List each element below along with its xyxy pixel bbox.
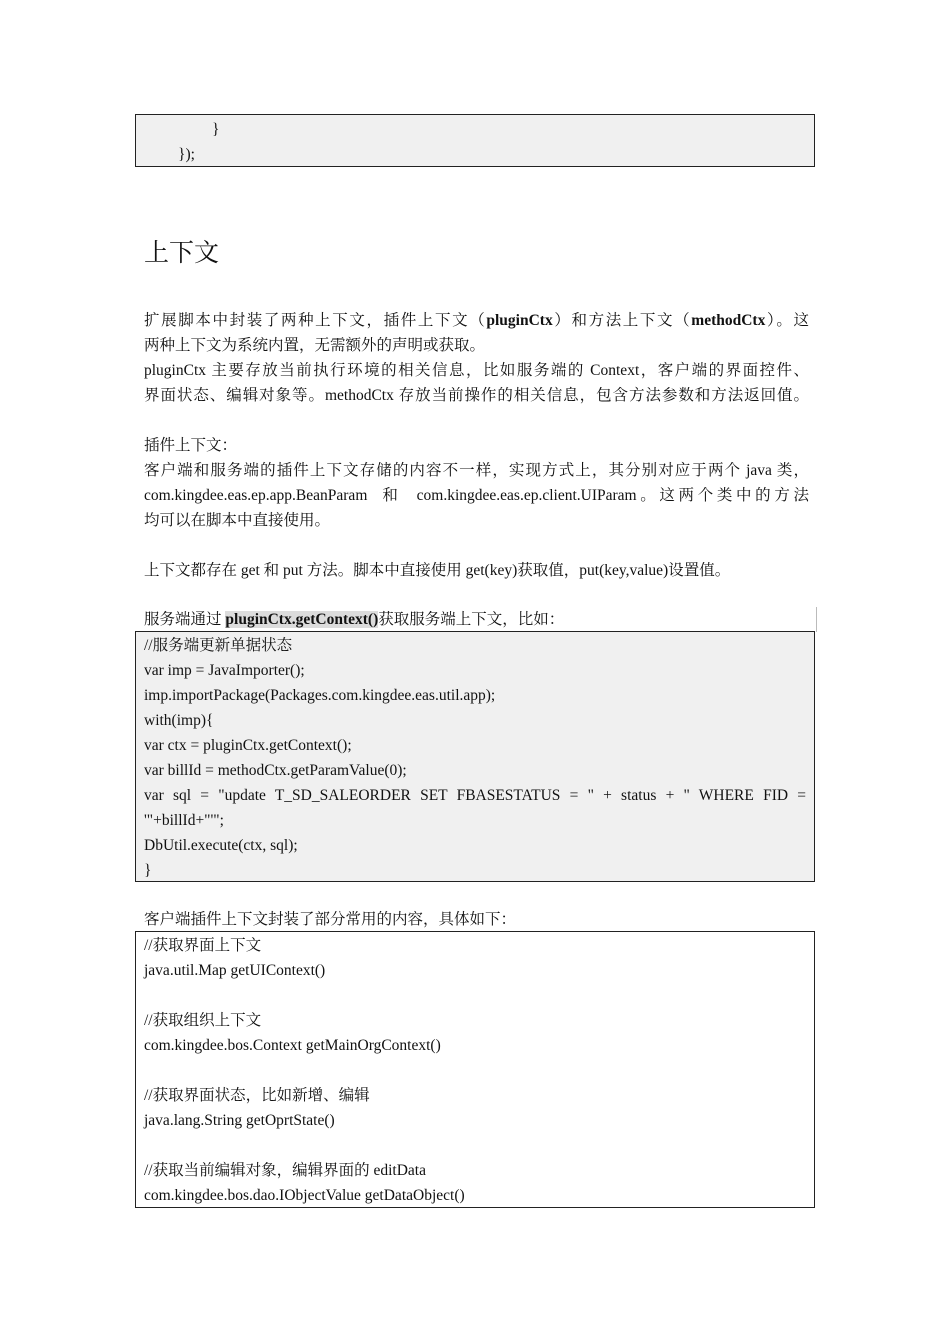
code-line: });	[178, 146, 195, 163]
code-line	[144, 983, 806, 1008]
code-line: var ctx = pluginCtx.getContext();	[144, 737, 352, 754]
code-line: var billId = methodCtx.getParamValue(0);	[144, 762, 407, 779]
code-line: var imp = JavaImporter();	[144, 662, 305, 679]
code-block-tail	[135, 114, 815, 167]
code-line: //获取当前编辑对象，编辑界面的 editData	[144, 1162, 426, 1179]
code-line: '"+billId+"'";	[144, 812, 224, 829]
code-line: var sql = "update T_SD_SALEORDER SET FBASESTATUS = " + status + " WHERE FID =	[144, 787, 806, 804]
server-code-block	[135, 631, 815, 882]
code-line: //服务端更新单据状态	[144, 637, 293, 654]
text: 扩展脚本中封装了两种上下文，插件上下文（	[144, 312, 487, 329]
code-line: }	[212, 121, 220, 138]
client-code-block	[135, 931, 815, 1208]
code-line	[144, 1133, 806, 1158]
plugin-ctx-line-2: com.kingdee.eas.ep.app.BeanParam 和 com.kingdee.eas.ep.client.UIParam。这两个类中的方法	[144, 487, 809, 504]
code-line	[144, 1058, 806, 1083]
term-methodctx: methodCtx	[691, 312, 766, 329]
text: 服务端通过	[144, 611, 226, 628]
plugin-ctx-title: 插件上下文：	[144, 437, 238, 454]
term-getcontext: pluginCtx.getContext()	[225, 611, 379, 628]
text: 获取服务端上下文，比如：	[378, 611, 565, 628]
client-intro: 客户端插件上下文封装了部分常用的内容，具体如下：	[144, 911, 517, 928]
plugin-ctx-paragraph	[144, 433, 809, 533]
text: ）和方法上下文（	[552, 312, 692, 329]
code-line: imp.importPackage(Packages.com.kingdee.eas.util.app);	[144, 687, 496, 704]
code-line: //获取组织上下文	[144, 1012, 262, 1029]
plugin-ctx-line-3: 均可以在脚本中直接使用。	[144, 512, 331, 529]
intro-line-4: 界面状态、编辑对象等。methodCtx 存放当前操作的相关信息，包含方法参数和方法返回值。	[144, 387, 809, 404]
intro-paragraph	[144, 308, 809, 408]
divider	[816, 607, 817, 632]
code-line: DbUtil.execute(ctx, sql);	[144, 837, 298, 854]
get-put-paragraph	[144, 558, 809, 583]
term-pluginctx: pluginCtx	[486, 312, 553, 329]
code-line: java.util.Map getUIContext()	[144, 962, 326, 979]
section-heading: 上下文	[144, 240, 220, 267]
code-line: //获取界面上下文	[144, 937, 262, 954]
code-line: with(imp){	[144, 712, 214, 729]
code-line: //获取界面状态，比如新增、编辑	[144, 1087, 370, 1104]
code-line: java.lang.String getOprtState()	[144, 1112, 335, 1129]
intro-line-2: 两种上下文为系统内置，无需额外的声明或获取。	[144, 337, 486, 354]
get-put-line: 上下文都存在 get 和 put 方法。脚本中直接使用 get(key)获取值，put(key,value)设置值。	[144, 562, 731, 579]
code-line: }	[144, 862, 152, 879]
code-line: com.kingdee.bos.Context getMainOrgContext()	[144, 1037, 441, 1054]
server-intro	[144, 607, 817, 632]
text: ）。这	[765, 312, 809, 329]
intro-line-1	[144, 308, 809, 333]
plugin-ctx-line-1: 客户端和服务端的插件上下文存储的内容不一样，实现方式上，其分别对应于两个 java 类，	[144, 462, 809, 479]
intro-line-3: pluginCtx 主要存放当前执行环境的相关信息，比如服务端的 Context，客户端的界面控件、	[144, 362, 809, 379]
code-line: com.kingdee.bos.dao.IObjectValue getDataObject()	[144, 1187, 465, 1204]
